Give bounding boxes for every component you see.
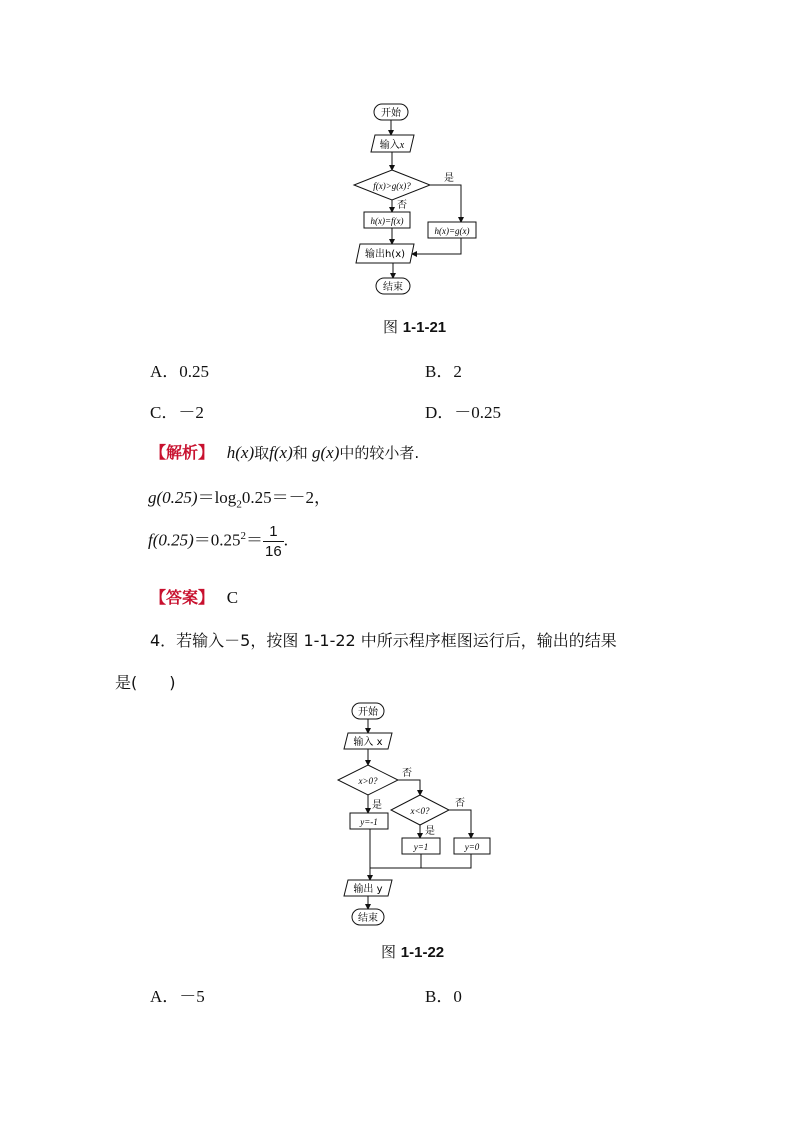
- analysis-take: 取: [254, 444, 270, 462]
- q4-option-a-label: A．: [150, 987, 180, 1006]
- fc1-start-text: 开始: [381, 108, 401, 119]
- option-b-label: B．: [425, 362, 454, 381]
- figure-2-caption-prefix: 图: [381, 943, 401, 961]
- option-d-label: D．: [425, 403, 455, 422]
- q3-option-b: [425, 357, 462, 382]
- analysis-line2-rest: 0.25＝－2，: [241, 488, 332, 507]
- figure-1-caption-number: 1-1-21: [402, 319, 447, 336]
- fc1-end-text: 结束: [383, 282, 403, 293]
- fraction-numerator: 1: [263, 524, 284, 542]
- q4-option-b-label: B．: [425, 987, 454, 1006]
- analysis-line-3: [148, 524, 288, 559]
- question-4-line-1: 4．若输入－5，按图 1-1-22 中所示程序框图运行后，输出的结果: [150, 631, 617, 650]
- analysis-g: g(x): [312, 443, 340, 462]
- figure-2-caption-number: 1-1-22: [400, 944, 445, 961]
- option-a-value: 0.25: [179, 362, 210, 381]
- q4-option-b-value: 0: [453, 987, 462, 1006]
- fc1-yes-label: 是: [444, 173, 454, 184]
- analysis-line3-mid: ＝0.25: [193, 530, 241, 550]
- answer-line: [150, 585, 238, 608]
- fc2-input-text: 输入 x: [353, 737, 383, 748]
- fc2-end-text: 结束: [358, 913, 378, 924]
- flowchart-1: [340, 100, 500, 300]
- analysis-and: 和: [292, 444, 308, 462]
- fc1-input-text: 输入x: [379, 140, 405, 151]
- option-d-value: －0.25: [454, 403, 502, 422]
- analysis-line3-sup: 2: [240, 529, 247, 542]
- fc2-assign-2-text: y=1: [413, 842, 429, 852]
- question-4-line-2: 是( ): [115, 673, 176, 692]
- analysis-line-1: [150, 440, 419, 463]
- option-b-value: 2: [453, 362, 462, 381]
- analysis-line3-eq: ＝: [246, 530, 264, 550]
- q3-option-a: [150, 357, 209, 382]
- q4-option-a-value: －5: [179, 987, 205, 1006]
- analysis-line2-sub: 2: [236, 498, 242, 511]
- q3-option-c: [150, 398, 204, 423]
- option-a-label: A．: [150, 362, 180, 381]
- fc1-output-text: 输出h(x): [364, 249, 406, 260]
- analysis-line2-mid: ＝log: [197, 488, 237, 507]
- q4-option-b: [425, 982, 462, 1007]
- fc2-no-1-label: 否: [402, 768, 412, 779]
- figure-2-caption: [381, 941, 444, 962]
- fc1-no-label: 否: [397, 200, 407, 211]
- fc2-yes-1-label: 是: [372, 800, 382, 811]
- analysis-f: f(x): [269, 443, 293, 462]
- analysis-line2-lhs: g(0.25): [148, 488, 198, 507]
- figure-1-caption-prefix: 图: [383, 318, 403, 336]
- fraction-denominator: 16: [265, 543, 282, 560]
- fc1-assign-g-text: h(x)=g(x): [434, 226, 470, 236]
- q3-option-d: [425, 398, 501, 423]
- analysis-line3-end: .: [283, 530, 288, 550]
- analysis-h: h(x): [226, 443, 255, 462]
- fraction: [263, 524, 284, 559]
- answer-value: C: [226, 588, 239, 607]
- fc2-decision-1-text: x>0?: [358, 776, 378, 786]
- figure-1-caption: [383, 316, 446, 337]
- fc1-decision-text: f(x)>g(x)?: [373, 181, 411, 191]
- analysis-tag: 【解析】: [150, 443, 215, 462]
- analysis-rest: 中的较小者.: [339, 444, 420, 462]
- analysis-line-2: [148, 483, 331, 510]
- fc2-assign-3-text: y=0: [464, 842, 480, 852]
- fc2-output-text: 输出 y: [353, 884, 383, 895]
- analysis-line3-lhs: f(0.25): [148, 530, 194, 550]
- fc2-assign-1-text: y=-1: [360, 817, 378, 827]
- fc2-start-text: 开始: [358, 707, 378, 718]
- flowchart-2: [330, 700, 500, 928]
- fc2-yes-2-label: 是: [425, 826, 435, 837]
- fc2-no-2-label: 否: [455, 798, 465, 809]
- option-c-value: －2: [178, 403, 204, 422]
- fc1-assign-f-text: h(x)=f(x): [370, 216, 404, 226]
- answer-tag: 【答案】: [150, 588, 215, 607]
- q4-option-a: [150, 982, 205, 1007]
- option-c-label: C．: [150, 403, 179, 422]
- fc2-decision-2-text: x<0?: [410, 806, 430, 816]
